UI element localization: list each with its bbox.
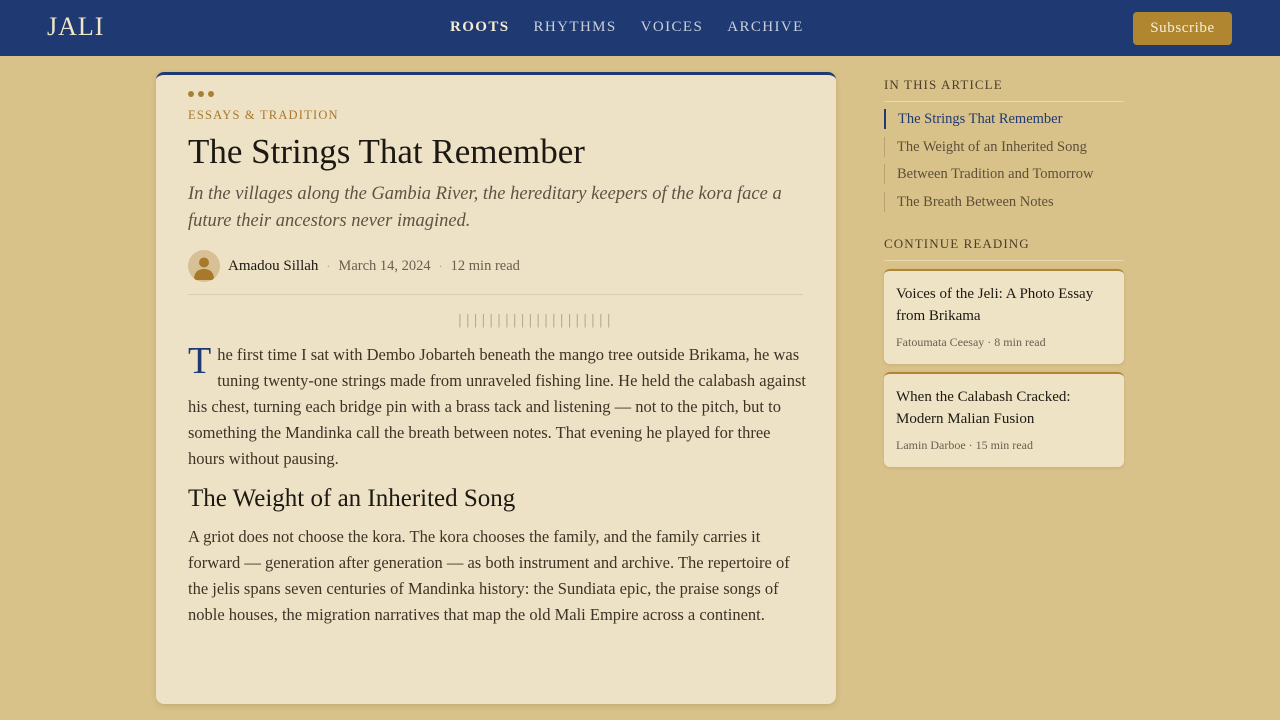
- article-paragraph: A griot does not choose the kora. The kora chooses the family, and the family carries it forward — generation after generation — as both instrument and archive. The repertoire of the jelis spans seven centuries of Mandinka history: the Sundiata epic, the praise songs of noble houses, the migration narratives that map the old Mali Empire across a continent.: [188, 527, 790, 624]
- publish-date: March 14, 2024: [338, 257, 431, 274]
- toc-item-breath-between-notes[interactable]: The Breath Between Notes: [884, 192, 1124, 212]
- toc-item-between-tradition[interactable]: Between Tradition and Tomorrow: [884, 164, 1124, 184]
- nav-link-voices[interactable]: VOICES: [640, 19, 704, 35]
- more-options-icon[interactable]: [188, 91, 214, 97]
- subscribe-button[interactable]: Subscribe: [1133, 12, 1232, 45]
- top-navigation-bar: [0, 0, 1280, 56]
- related-article-card[interactable]: [884, 269, 1124, 364]
- section-heading: The Weight of an Inherited Song: [188, 485, 516, 512]
- continue-reading-heading: CONTINUE READING: [884, 236, 1030, 251]
- article-subtitle: In the villages along the Gambia River, the hereditary keepers of the kora face a future their ancestors never imagined.: [188, 184, 782, 231]
- divider: [884, 101, 1124, 102]
- article-card: [156, 72, 836, 704]
- byline: [188, 250, 520, 282]
- toc-heading: IN THIS ARTICLE: [884, 77, 1003, 92]
- nav-link-rhythms[interactable]: RHYTHMS: [533, 19, 617, 35]
- article-paragraph: [188, 342, 806, 472]
- paragraph-text: he first time I sat with Dembo Jobarteh beneath the mango tree outside Brikama, he was tuning twenty-one strings made from unraveled fishing line. He held the calabash against his chest, turning each bridge pin with a brass tack and listening — not to the pitch, but to something the Mandinka call the breath between notes. That evening he played for three hours without pausing.: [188, 345, 807, 468]
- divider: [188, 294, 803, 295]
- author-avatar-icon[interactable]: [188, 250, 220, 282]
- toc-item-strings-that-remember[interactable]: The Strings That Remember: [884, 109, 1124, 129]
- related-article-card[interactable]: [884, 372, 1124, 467]
- article-title: The Strings That Remember: [188, 132, 585, 171]
- byline-separator: ·: [438, 258, 443, 273]
- article-category[interactable]: ESSAYS & TRADITION: [188, 108, 339, 122]
- table-of-contents: [884, 109, 1124, 219]
- byline-separator: ·: [326, 258, 331, 273]
- main-nav: [450, 19, 804, 36]
- related-article-meta: Fatoumata Ceesay · 8 min read: [896, 335, 1046, 349]
- related-article-title[interactable]: When the Calabash Cracked: Modern Malian Fusion: [896, 389, 1071, 427]
- related-article-meta: Lamin Darboe · 15 min read: [896, 438, 1033, 452]
- toc-item-weight-of-inherited-song[interactable]: The Weight of an Inherited Song: [884, 137, 1124, 157]
- divider: [884, 260, 1124, 261]
- nav-link-roots[interactable]: ROOTS: [450, 19, 510, 35]
- author-name[interactable]: Amadou Sillah: [228, 257, 319, 274]
- related-article-title[interactable]: Voices of the Jeli: A Photo Essay from Brikama: [896, 286, 1094, 324]
- drop-cap: T: [188, 340, 212, 382]
- nav-link-archive[interactable]: ARCHIVE: [727, 19, 804, 35]
- kora-strings-ornament: ||||||||||||||||||||: [456, 313, 613, 328]
- read-time: 12 min read: [450, 257, 520, 274]
- site-logo[interactable]: JALI: [47, 12, 105, 41]
